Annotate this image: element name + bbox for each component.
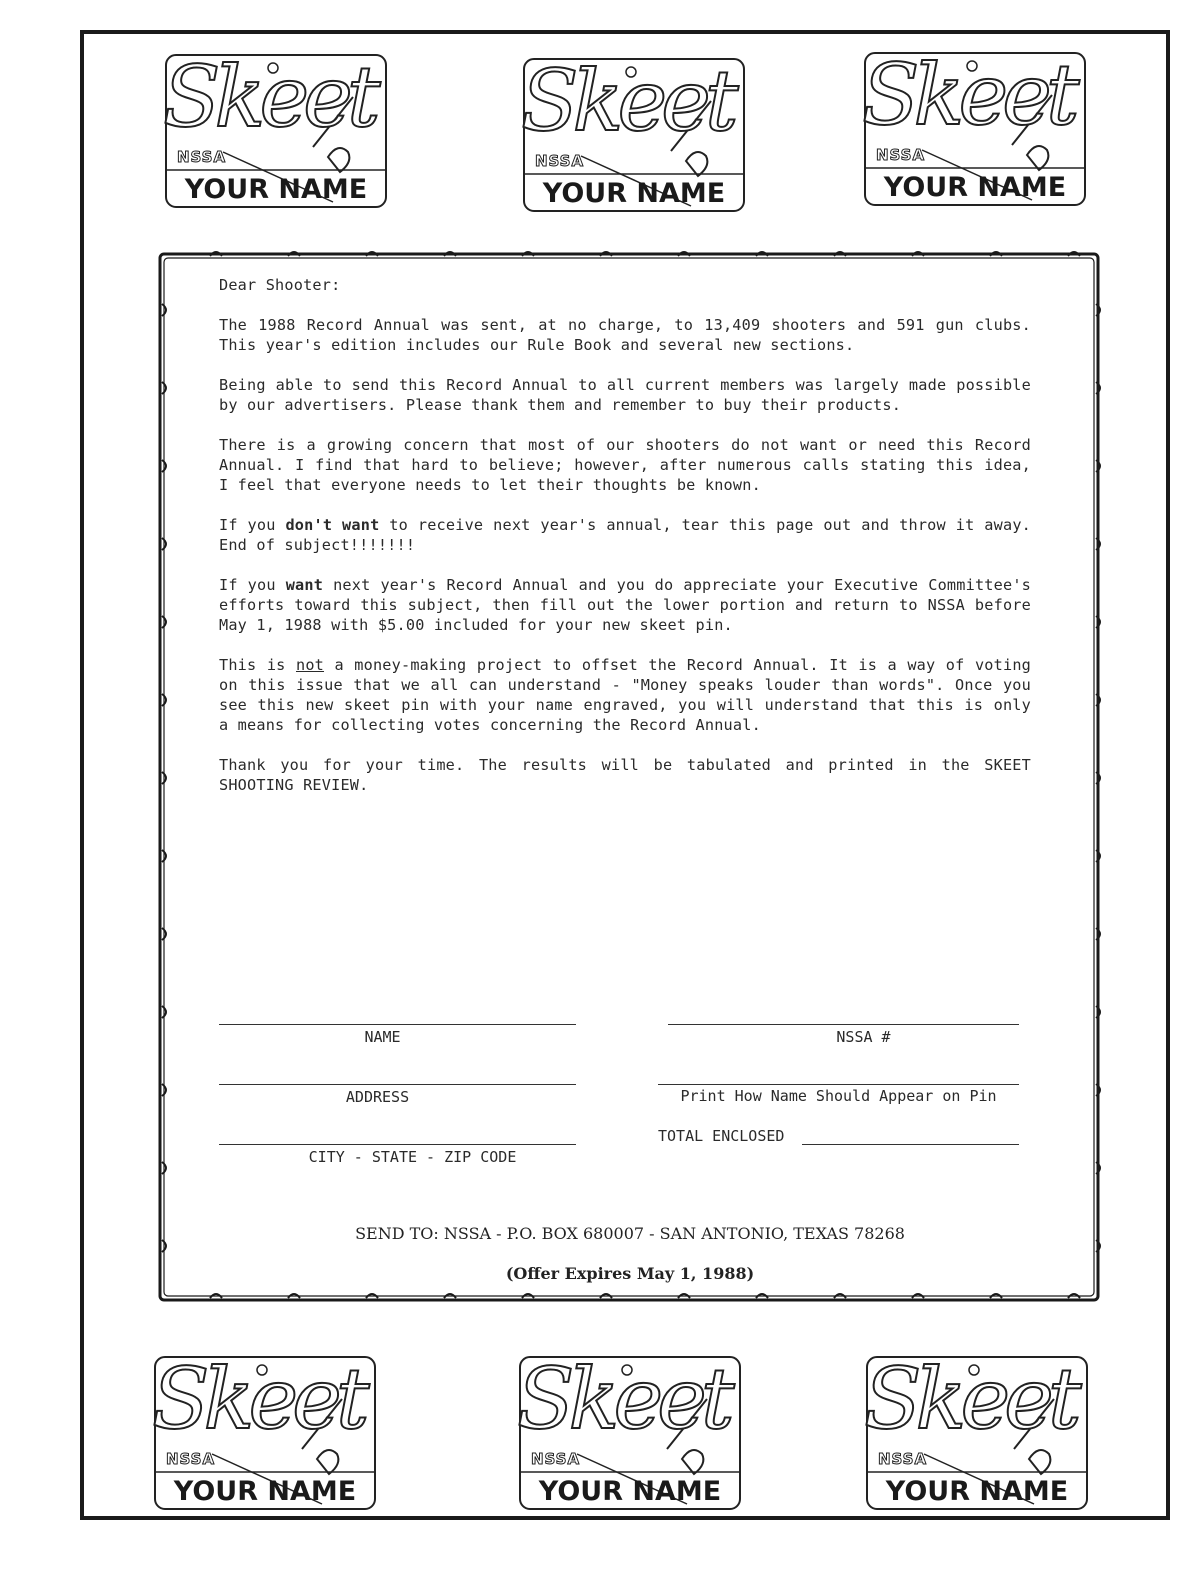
name-label: NAME bbox=[364, 1028, 401, 1046]
pin-wordmark: Skeet bbox=[862, 46, 1074, 144]
pin-org-label: NSSA bbox=[535, 152, 585, 170]
nssa-number-label: NSSA # bbox=[836, 1028, 891, 1046]
pin-org-label: NSSA bbox=[166, 1450, 216, 1468]
pin-name-label: YOUR NAME bbox=[885, 1476, 1069, 1507]
pin-wordmark: Skeet bbox=[163, 48, 375, 146]
pin-name-label: YOUR NAME bbox=[184, 174, 368, 205]
paragraph-2: Being able to send this Record Annual to all current members was largely made possible by our advertisers. Please thank them and remember to buy their products. bbox=[219, 376, 1031, 414]
name-field[interactable] bbox=[219, 1024, 576, 1025]
address-field[interactable] bbox=[219, 1084, 576, 1085]
send-to-address: SEND TO: NSSA - P.O. BOX 680007 - SAN ANTONIO, TEXAS 78268 bbox=[355, 1224, 905, 1243]
offer-expires: (Offer Expires May 1, 1988) bbox=[505, 1264, 755, 1283]
paragraph-3: There is a growing concern that most of our shooters do not want or need this Record Annual. I find that hard to believe; however, after numerous calls stating this idea, I feel that everyone needs to let their thoughts be known. bbox=[219, 436, 1031, 494]
letter-body bbox=[219, 275, 1031, 815]
city-state-zip-field[interactable] bbox=[219, 1144, 576, 1145]
pin-name-label: YOUR NAME bbox=[173, 1476, 357, 1507]
paragraph-7: Thank you for your time. The results will be tabulated and printed in the SKEET SHOOTING REVIEW. bbox=[219, 756, 1031, 794]
pin-org-label: NSSA bbox=[876, 146, 926, 164]
paragraph-6: This is not a money-making project to offset the Record Annual. It is a way of voting on this issue that we all can understand - "Money speaks louder than words". Once you see this new skeet pin with your name engraved, you will understand that this is only a means for collecting votes concerning the Record Annual. bbox=[219, 656, 1032, 734]
nssa-number-field[interactable] bbox=[668, 1024, 1019, 1025]
pin-name-field[interactable] bbox=[658, 1084, 1019, 1085]
pin-name-label: YOUR NAME bbox=[542, 178, 726, 209]
paragraph-1: The 1988 Record Annual was sent, at no charge, to 13,409 shooters and 591 gun clubs. This year's edition includes our Rule Book and several new sections. bbox=[219, 316, 1031, 354]
skeet-pin-logo bbox=[862, 46, 1088, 208]
pin-wordmark: Skeet bbox=[517, 1350, 729, 1448]
pin-name-field-label: Print How Name Should Appear on Pin bbox=[680, 1087, 997, 1105]
pin-org-label: NSSA bbox=[177, 148, 227, 166]
salutation: Dear Shooter: bbox=[219, 276, 341, 294]
skeet-pin-logo bbox=[864, 1350, 1090, 1512]
total-enclosed-field[interactable] bbox=[802, 1144, 1019, 1145]
skeet-pin-logo bbox=[152, 1350, 378, 1512]
city-state-zip-label: CITY - STATE - ZIP CODE bbox=[308, 1148, 517, 1166]
paragraph-4: If you don't want to receive next year's annual, tear this page out and throw it away. End of subject!!!!!!! bbox=[219, 516, 1032, 554]
skeet-pin-logo bbox=[521, 52, 747, 214]
pin-wordmark: Skeet bbox=[152, 1350, 364, 1448]
paragraph-5: If you want next year's Record Annual and you do appreciate your Executive Committee's efforts toward this subject, then fill out the lower portion and return to NSSA before May 1, 1988 with $5.00 included for your new skeet pin. bbox=[219, 576, 1032, 634]
pin-wordmark: Skeet bbox=[864, 1350, 1076, 1448]
pin-org-label: NSSA bbox=[531, 1450, 581, 1468]
skeet-pin-logo bbox=[517, 1350, 743, 1512]
pin-name-label: YOUR NAME bbox=[538, 1476, 722, 1507]
address-label: ADDRESS bbox=[345, 1088, 410, 1106]
pin-org-label: NSSA bbox=[878, 1450, 928, 1468]
pin-wordmark: Skeet bbox=[521, 52, 733, 150]
total-enclosed-label: TOTAL ENCLOSED bbox=[658, 1127, 785, 1145]
skeet-pin-logo bbox=[163, 48, 389, 210]
pin-name-label: YOUR NAME bbox=[883, 172, 1067, 203]
